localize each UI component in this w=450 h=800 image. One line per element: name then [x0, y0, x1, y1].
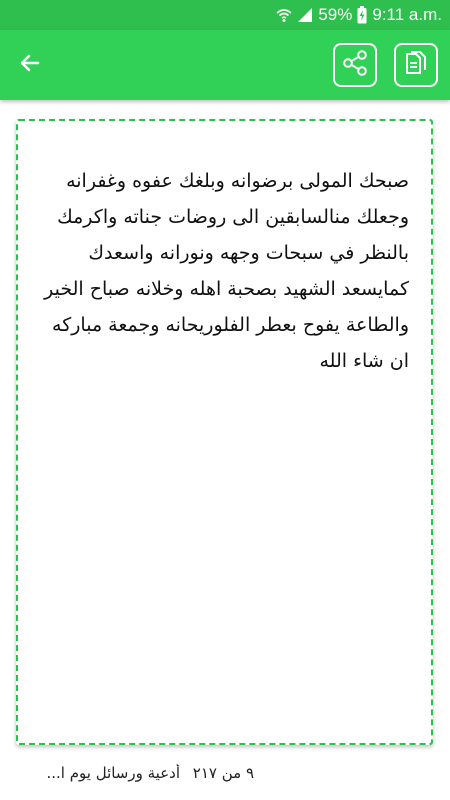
share-button[interactable]: [333, 43, 377, 87]
status-icons: [276, 0, 442, 30]
status-bar: [0, 0, 450, 30]
clock: 9:11 a.m.: [372, 5, 442, 24]
copy-icon: [402, 49, 430, 81]
back-button[interactable]: [12, 47, 48, 83]
message-counter: ٩ من ٢١٧: [192, 764, 254, 782]
signal-icon: [297, 7, 313, 23]
app-bar: [0, 30, 450, 100]
copy-button[interactable]: [394, 43, 438, 87]
message-card: [16, 119, 433, 745]
back-arrow-icon: [18, 51, 42, 79]
footer: [0, 752, 450, 796]
wifi-icon: [276, 7, 292, 23]
share-icon: [341, 49, 369, 81]
message-text: صبحك المولى برضوانه وبلغك عفوه وغفرانه وجعلك منالسابقين الى روضات جناته واكرمك بالنظر في سبحات وجهه ونورانه واسعدك كمايسعد الشهيد بصحبة اهله وخلانه صباح الخير والطاعة يفوح بعطر الفلوريحانه وجمعة مباركه ان شاء الله: [44, 170, 409, 372]
battery-charging-icon: [357, 6, 367, 24]
category-title: أدعية ورسائل يوم ا...: [46, 764, 180, 782]
battery-percent: 59%: [318, 5, 353, 24]
